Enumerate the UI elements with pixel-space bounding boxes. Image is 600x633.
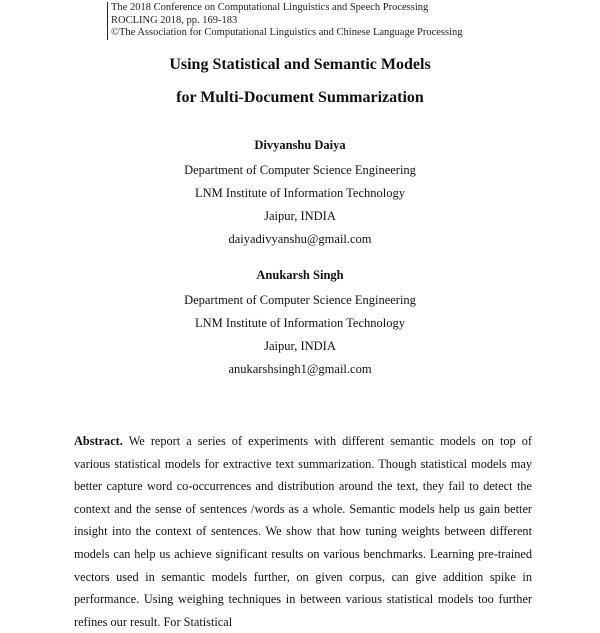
author-department: Department of Computer Science Engineering bbox=[184, 293, 416, 307]
author-department: Department of Computer Science Engineering bbox=[184, 163, 416, 177]
author-name: Anukarsh Singh bbox=[256, 268, 344, 282]
abstract-section bbox=[74, 430, 532, 633]
author-location: Jaipur, INDIA bbox=[264, 339, 336, 353]
paper-title-line-1: Using Statistical and Semantic Models bbox=[169, 56, 431, 73]
author-institute: LNM Institute of Information Technology bbox=[195, 186, 405, 200]
author-name: Divyanshu Daiya bbox=[254, 138, 346, 152]
author-email: daiyadivyanshu@gmail.com bbox=[228, 232, 372, 246]
abstract-text: We report a series of experiments with different semantic models on top of various statistical models for extractive text summarization. Though statistical models may better capture word co-occurrences and distribution around the text, they fail to detect the context and the sense of sentences /words as a whole. Semantic models help us gain better insight into the context of sentences. We show that how tuning weights between different models can help us achieve significant results on various benchmarks. Learning pre-trained vectors used in semantic models further, on given corpus, can give addition spike in performance. Using weighing techniques in between various statistical models too further refines our result. For Statistical bbox=[74, 434, 532, 629]
copyright-notice: ©The Association for Computational Linguistics and Chinese Language Processing bbox=[111, 27, 463, 38]
abstract-label: Abstract. bbox=[74, 434, 123, 448]
proceedings-pages: ROCLING 2018, pp. 169-183 bbox=[111, 14, 238, 26]
author-institute: LNM Institute of Information Technology bbox=[195, 316, 405, 330]
author-email: anukarshsingh1@gmail.com bbox=[228, 362, 372, 376]
paper-title-line-2: for Multi-Document Summarization bbox=[176, 89, 424, 106]
author-location: Jaipur, INDIA bbox=[264, 209, 336, 223]
conference-name: The 2018 Conference on Computational Linguistics and Speech Processing bbox=[111, 2, 429, 13]
conference-header bbox=[107, 2, 463, 40]
